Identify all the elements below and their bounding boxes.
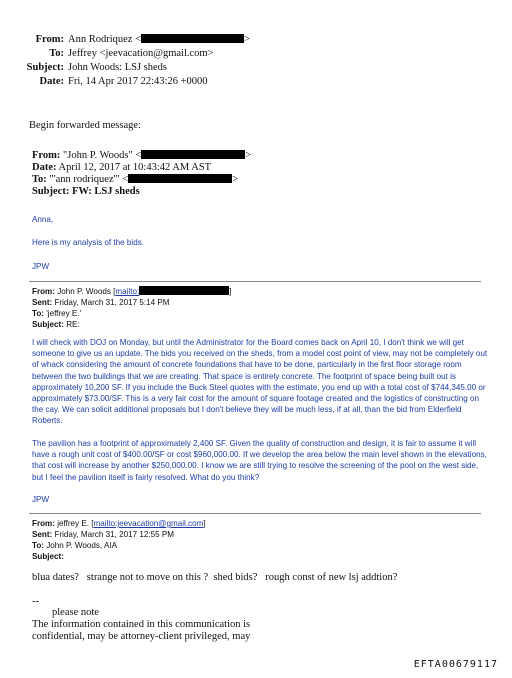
- woods-from-value: John P. Woods [: [57, 287, 116, 296]
- jeffrey-body-line: blua dates? strange not to move on this ? shed bids? rough const of new lsj addtion?: [32, 572, 398, 583]
- woods-to-value: 'jeffrey E.': [46, 309, 82, 318]
- jeffrey-subject-label: Subject:: [32, 552, 64, 561]
- fwd-date-value: April 12, 2017 at 10:43:42 AM AST: [58, 162, 212, 173]
- fwd-greeting: Anna,: [32, 215, 54, 224]
- woods-mailto-link[interactable]: mailto:: [115, 287, 140, 296]
- woods-paragraph-2: The pavilion has a footprint of approximately 2,400 SF. Given the quality of construction and design, it is fair to assume it will have a rough unit cost of $400.00/SF or cost $960,000.00. If we develop the area below the main level shown in the elevations, that cost will increase by another $250,000.00. I know we are still trying to resolve the screening of the pool on the west side, but I feel the pavilion itself is fairly resolved. What do you think?: [32, 439, 487, 482]
- woods-from-label: From:: [32, 287, 55, 296]
- signature-note: please note: [52, 607, 99, 618]
- outer-from-row: [0, 33, 250, 47]
- outer-from-tail: >: [244, 34, 250, 45]
- fwd-line: Here is my analysis of the bids.: [32, 238, 145, 247]
- jeffrey-from-tail: ]: [203, 519, 206, 528]
- outer-date-value: Fri, 14 Apr 2017 22:43:26 +0000: [68, 76, 208, 87]
- fwd-from-row: [32, 150, 251, 163]
- divider: [29, 513, 481, 514]
- jeffrey-to-label: To:: [32, 541, 44, 550]
- woods-sign: JPW: [32, 495, 50, 504]
- woods-to-row: [32, 308, 81, 319]
- outer-to-row: [0, 47, 214, 61]
- signature-line-2: confidential, may be attorney-client privileged, may: [32, 631, 251, 642]
- outer-subject-row: [0, 61, 167, 75]
- outer-from-label: From:: [35, 34, 64, 45]
- bates-number: EFTA00679117: [413, 659, 498, 670]
- woods-subject-row: [32, 319, 80, 330]
- outer-to-value: Jeffrey <jeevacation@gmail.com>: [68, 48, 214, 59]
- jeffrey-from-row: [32, 518, 206, 529]
- woods-subject-value: RE:: [66, 320, 80, 329]
- fwd-date-label: Date:: [32, 162, 57, 173]
- jeffrey-sent-value: Friday, March 31, 2017 12:55 PM: [54, 530, 175, 539]
- outer-to-label: To:: [49, 48, 64, 59]
- fwd-to-label: To:: [32, 174, 47, 185]
- woods-from-row: [32, 286, 231, 297]
- fwd-subject-label: Subject:: [32, 186, 70, 197]
- fwd-subject-value: FW: LSJ sheds: [71, 186, 140, 197]
- redaction-bar: [141, 34, 244, 43]
- fwd-from-label: From:: [32, 150, 61, 161]
- fwd-to-value: "'ann rodriquez'" <: [49, 174, 129, 185]
- jeffrey-sent-row: [32, 529, 174, 540]
- fwd-to-tail: >: [232, 174, 239, 185]
- fwd-sign: JPW: [32, 262, 50, 271]
- jeffrey-subject-row: [32, 551, 64, 562]
- woods-sent-value: Friday, March 31, 2017 5:14 PM: [54, 298, 170, 307]
- signature-line-1: The information contained in this communication is: [32, 619, 251, 630]
- jeffrey-mailto-link[interactable]: mailto:jeevacation@gmail.com: [93, 519, 204, 528]
- forwarded-label: Begin forwarded message:: [29, 120, 141, 131]
- woods-paragraph-1: I will check with DOJ on Monday, but until the Administrator for the Board comes back on April 10, I don't think we will get someone to give us an update. The bids you received on the sheds, from a model cost point of view, may not be completely out of whack considering the amount of concrete foundations that have to be done, particularly in the first floor storage room between the two buildings that we are creating. That space is entirely concrete. The footprint of space being built out is approximately 10,200 SF. If you include the Buck Steel quotes with the estimate, you end up with a total cost of $744,345.00 or approximately $73.00/SF. This is a very fair cost for the amount of square footage created and the logistics of constructing on the cay. We can solicit additional proposals but I don't believe they will be much less, if at all, than the bid from Elderfield Roberts.: [32, 338, 488, 426]
- outer-date-row: [0, 75, 208, 89]
- signature-dashes: --: [32, 596, 39, 607]
- woods-sent-row: [32, 297, 170, 308]
- woods-to-label: To:: [32, 309, 44, 318]
- fwd-to-row: [32, 174, 238, 187]
- fwd-from-value: "John P. Woods" <: [63, 150, 142, 161]
- outer-subject-label: Subject:: [26, 62, 64, 73]
- jeffrey-to-row: [32, 540, 117, 551]
- divider: [29, 281, 481, 282]
- fwd-subject-row: [32, 186, 140, 199]
- woods-from-tail: ]: [229, 287, 232, 296]
- jeffrey-from-value: jeffrey E. [: [57, 519, 94, 528]
- outer-date-label: Date:: [39, 76, 64, 87]
- woods-sent-label: Sent:: [32, 298, 53, 307]
- jeffrey-from-label: From:: [32, 519, 55, 528]
- redaction-bar: [139, 286, 232, 296]
- fwd-from-tail: >: [245, 150, 252, 161]
- outer-from-value: Ann Rodriquez <: [68, 34, 141, 45]
- woods-subject-label: Subject:: [32, 320, 64, 329]
- jeffrey-to-value: John P. Woods, AIA: [46, 541, 118, 550]
- redaction-bar: [128, 174, 232, 183]
- jeffrey-sent-label: Sent:: [32, 530, 53, 539]
- redaction-bar: [141, 150, 245, 159]
- fwd-date-row: [32, 162, 211, 175]
- outer-subject-value: John Woods: LSJ sheds: [68, 62, 168, 73]
